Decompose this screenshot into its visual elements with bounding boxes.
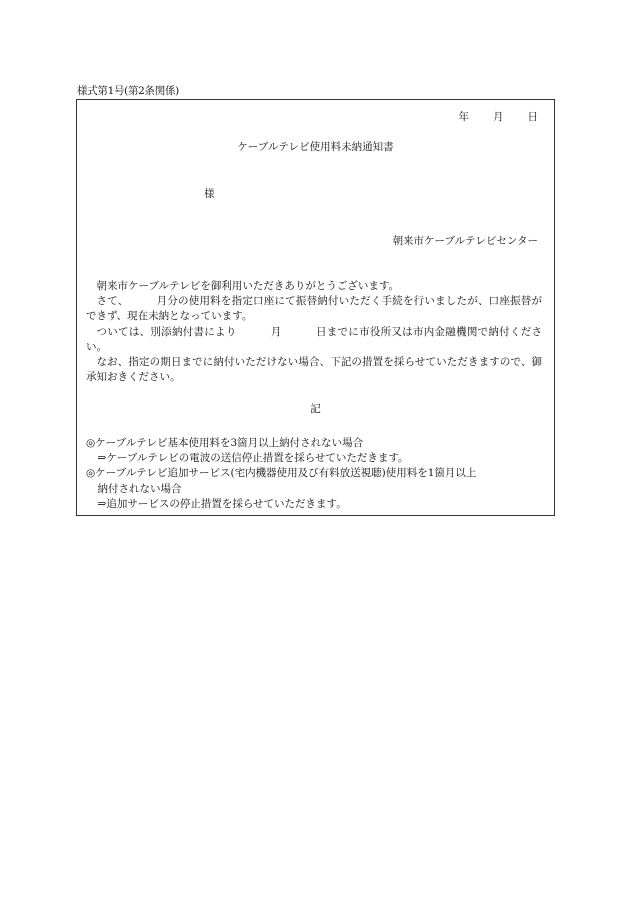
body-paragraph-2 bbox=[86, 294, 542, 324]
body-paragraph-4: なお、指定の期日までに納付いただけない場合、下記の措置を採らせていただきますので、御承知おきください。 bbox=[86, 356, 542, 384]
form-number-label: 様式第1号(第2条関係) bbox=[77, 85, 179, 97]
sender-name: 朝来市ケーブルテレビセンター bbox=[392, 235, 538, 247]
measure-2-action: ⇒追加サービスの停止措置を採らせていただきます。 bbox=[97, 497, 347, 510]
date-day: 日 bbox=[527, 111, 538, 123]
measures-list bbox=[86, 436, 542, 512]
date-year: 年 bbox=[458, 111, 469, 123]
body-paragraph-3-lead: ついては、別添納付書により bbox=[96, 325, 237, 338]
notice-frame bbox=[76, 99, 555, 516]
addressee-suffix: 様 bbox=[204, 188, 215, 200]
measure-1-action: ⇒ケーブルテレビの電波の送信停止措置を採らせていただきます。 bbox=[97, 452, 409, 465]
body-paragraph-2-lead: さて、 bbox=[96, 295, 129, 308]
body-paragraph-2-rest: 月分の使用料を指定口座にて振替納付いただく手続を行いましたが、口座振替ができず、現在未納となっています。 bbox=[86, 295, 542, 323]
notice-body bbox=[86, 279, 542, 385]
document-title: ケーブルテレビ使用料未納通知書 bbox=[237, 141, 394, 153]
body-paragraph-3 bbox=[86, 325, 542, 355]
measure-2-condition-cont: 納付されない場合 bbox=[97, 482, 182, 495]
body-paragraph-1: 朝来市ケーブルテレビを御利用いただきありがとうございます。 bbox=[96, 280, 400, 292]
body-paragraph-3-rest: 日までに市役所又は市内金融機関で納付ください。 bbox=[86, 325, 543, 353]
date-month: 月 bbox=[493, 111, 504, 123]
ki-heading: 記 bbox=[310, 403, 321, 415]
measure-2-condition: ◎ケーブルテレビ追加サービス(宅内機器使用及び有料放送視聴)使用料を1箇月以上 bbox=[86, 467, 477, 480]
measure-1-condition: ◎ケーブルテレビ基本使用料を3箇月以上納付されない場合 bbox=[86, 437, 364, 449]
due-month-label: 月 bbox=[270, 325, 282, 338]
date-line bbox=[459, 112, 539, 123]
